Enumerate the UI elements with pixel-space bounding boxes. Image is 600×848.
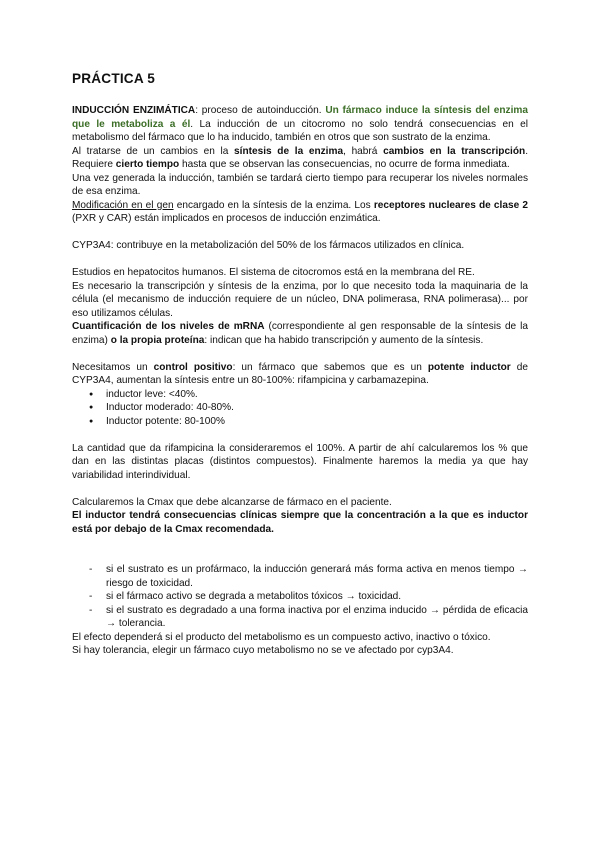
- bold-text: potente inductor: [427, 361, 511, 373]
- spacer: [72, 550, 528, 564]
- text: : indican que ha habido transcripción y aumento de la síntesis.: [204, 334, 484, 346]
- inductor-list: [72, 388, 528, 429]
- bold-text: cierto tiempo: [115, 159, 180, 170]
- list-item: - si el fármaco activo se degrada a metabolitos tóxicos → toxicidad.: [106, 590, 528, 604]
- text: , habrá: [343, 145, 384, 157]
- paragraph-sintesis: [72, 145, 528, 172]
- highlight-definition: Un fármaco induce la síntesis del enzima que le metaboliza a él: [72, 105, 528, 130]
- term-induccion: INDUCCIÓN ENZIMÁTICA: [72, 105, 196, 116]
- paragraph-tolerancia: Si hay tolerancia, elegir un fármaco cuyo metabolismo no se ve afectado por cyp3A4.: [72, 645, 454, 656]
- text: encargado en la síntesis de la enzima. Los: [173, 199, 374, 211]
- text: Al tratarse de un cambios en la: [72, 145, 235, 157]
- text: : proceso de autoinducción.: [195, 105, 326, 116]
- spacer: [72, 226, 528, 240]
- paragraph-cuantificacion: [72, 320, 528, 347]
- spacer: [72, 428, 528, 442]
- text: de CYP3A4, aumentan la síntesis entre un 80-100%: rifampicina y carbamazepina.: [72, 361, 528, 386]
- bold-text: síntesis de la enzima: [234, 145, 344, 157]
- paragraph-induccion: [72, 104, 528, 145]
- list-item: - si el sustrato es degradado a una forma inactiva por el enzima inducido → pérdida de eficacia → tolerancia.: [106, 604, 528, 631]
- text: . Requiere: [72, 145, 529, 170]
- list-item: ● inductor leve: <40%.: [106, 388, 528, 402]
- list-item: ● Inductor potente: 80-100%: [106, 415, 528, 429]
- paragraph-efecto: El efecto dependerá si el producto del metabolismo es un compuesto activo, inactivo o tóxico.: [72, 631, 491, 643]
- spacer: [72, 536, 528, 550]
- paragraph-cyp3a4: CYP3A4: contribuye en la metabolización del 50% de los fármacos utilizados en clínica.: [72, 240, 465, 251]
- text: . La inducción de un citocromo no solo tendrá consecuencias en el metabolismo del fármaco que lo ha inducido, también en otros que son sustrato de la enzima.: [72, 118, 528, 143]
- bold-text: control positivo: [153, 361, 233, 373]
- spacer: [72, 347, 528, 361]
- paragraph-cmax: Calcularemos la Cmax que debe alcanzarse de fármaco en el paciente.: [72, 496, 392, 508]
- list-item: - si el sustrato es un profármaco, la inducción generará más forma activa en menos tiempo → riesgo de toxicidad.: [106, 563, 528, 590]
- paragraph-maquinaria: Es necesario la transcripción y síntesis de la enzima, por lo que necesito toda la maquinaria de la célula (el mecanismo de inducción requiere de un núcleo, DNA polimerasa, RNA polimerasa)... por eso utilizamos células.: [72, 280, 528, 319]
- bold-text: receptores nucleares de clase 2: [373, 199, 528, 211]
- bold-text: cambios en la transcripción: [383, 145, 526, 157]
- bold-text: o la propia proteína: [110, 334, 205, 346]
- bold-text: Cuantificación de los niveles de mRNA: [72, 321, 265, 332]
- list-item: ● Inductor moderado: 40-80%.: [106, 401, 528, 415]
- paragraph-gen: [72, 199, 528, 226]
- page-title: PRÁCTICA 5: [72, 71, 156, 86]
- text: : un fármaco que sabemos que es un: [232, 361, 428, 373]
- paragraph-rifampicina: La cantidad que da rifampicina la consideraremos el 100%. A partir de ahí calcularemos los % que dan en las distintas placas (distintos compuestos). Finalmente haremos la media ya que hay variabilidad interindividual.: [72, 442, 528, 481]
- paragraph-recuperacion: Una vez generada la inducción, también se tardará cierto tiempo para recuperar los niveles normales de esa enzima.: [72, 172, 528, 197]
- consequence-list: [72, 563, 528, 631]
- text: (PXR y CAR) están implicados en procesos de inducción enzimática.: [72, 213, 381, 224]
- text: (correspondiente al gen responsable de la síntesis de la enzima): [72, 321, 528, 346]
- paragraph-control: [72, 361, 528, 388]
- paragraph-conclusion: El inductor tendrá consecuencias clínicas siempre que la concentración a la que es inductor está por debajo de la Cmax recomendada.: [72, 510, 528, 535]
- underlined-text: Modificación en el gen: [72, 199, 174, 211]
- spacer: [72, 253, 528, 267]
- document-body: [72, 104, 528, 658]
- text: hasta que se observan las consecuencias, no ocurre de forma inmediata.: [179, 159, 510, 170]
- spacer: [72, 482, 528, 496]
- text: Necesitamos un: [72, 361, 154, 373]
- paragraph-hepatocitos: Estudios en hepatocitos humanos. El sistema de citocromos está en la membrana del RE.: [72, 267, 475, 278]
